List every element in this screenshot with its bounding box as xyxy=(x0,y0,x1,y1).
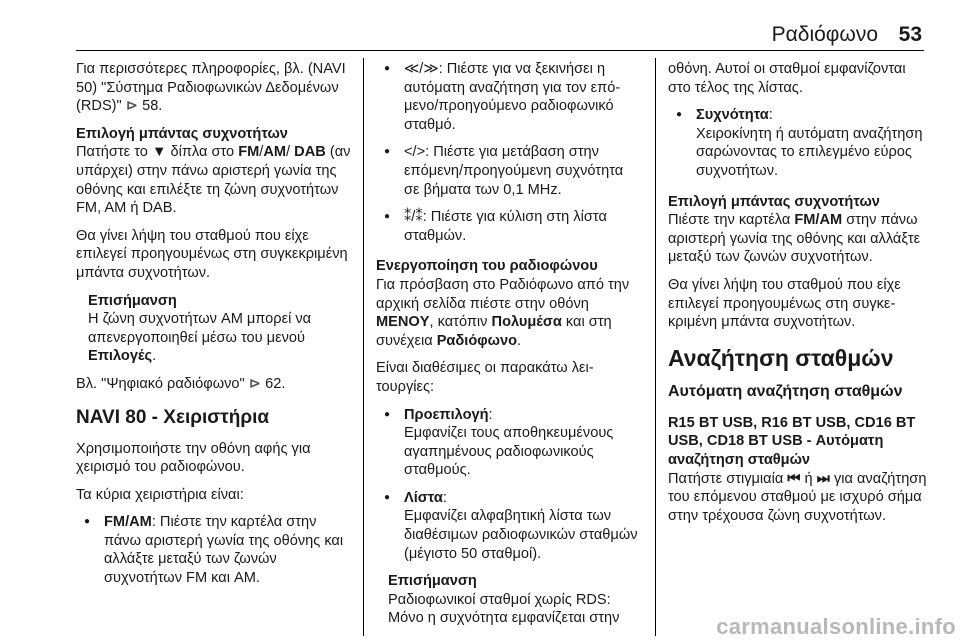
note-am-disable: Επισήμανση Η ζώνη συχνοτήτων AM μπορεί να απενεργοποιηθεί μέσω του μενού Επιλογές. xyxy=(88,292,352,366)
heading-models-auto-search: R15 BT USB, R16 BT USB, CD16 BT USB, CD18 BT USB - Αυτόματη αναζήτηση σταθμών xyxy=(668,414,916,468)
paragraph-auto-search: Πατήστε στιγμιαία ⏮ ή ⏭ για αναζήτηση του επόμενου σταθμού με ισχυρό σήμα στην τρέχουσα ζώνη συχνοτήτων. xyxy=(668,470,927,524)
list-item: ● </>: Πιέστε για μετάβαση στην επόμενη/προηγούμενη συχνότητα σε βήματα των 0,1 MHz. xyxy=(376,143,642,199)
paragraph-band-select: Πατήστε το ▼ δίπλα στο FM/AM/ DAB (αν υπάρχει) στην πάνω αριστερή γωνία της οθόνης και επιλέξτε τη ζώνη συχνοτήτων FM, AM ή DAB. xyxy=(76,144,351,217)
paragraph-more-info: Για περισσότερες πληροφορίες, βλ. (NAVI 50) "Σύστημα Ραδιοφωνικών Δεδομένων (RDS)" ⊳ 58. xyxy=(76,61,346,115)
paragraph-functions: Είναι διαθέσιμες οι παρακάτω λειτουργίες: xyxy=(376,360,594,395)
list-item: ● Προεπιλογή: Εμφανίζει τους αποθηκευμένους αγαπημένους ραδιοφωνικούς σταθμούς. xyxy=(376,406,642,480)
paragraph-continued: οθόνη. Αυτοί οι σταθμοί εμφανίζονται στο τέλος της λίστας. xyxy=(668,61,906,96)
skip-previous-icon: ⏮ xyxy=(787,470,801,487)
scroll-list-icon: ⁑/⁑ xyxy=(404,209,423,226)
paragraph-digital-radio: Βλ. "Ψηφιακό ραδιόφωνο" ⊳ 62. xyxy=(76,375,286,392)
column-middle xyxy=(376,60,642,637)
paragraph-touchscreen: Χρησιμοποιήστε την οθόνη αφής για χειρισμό του ραδιοφώνου. xyxy=(76,440,311,476)
page-ref-arrow-icon: ⊳ xyxy=(125,98,139,115)
triangle-down-icon: ▼ xyxy=(151,144,167,161)
heading-auto-search: Αυτόματη αναζήτηση σταθμών xyxy=(668,382,903,400)
paragraph-receive: Θα γίνει λήψη του σταθμού που είχε επιλεγεί προηγουμένως στη συγκεκριμένη μπάντα συχνοτήτων. xyxy=(668,276,901,331)
list-item: ● Συχνότητα: Χειροκίνητη ή αυτόματη αναζήτηση σαρώνοντας το επιλεγμένο εύρος συχνοτήτων. xyxy=(668,106,932,180)
heading-band-select: Επιλογή μπάντας συχνοτήτων xyxy=(76,125,288,142)
column-divider-left xyxy=(363,58,364,636)
page-ref-arrow-icon: ⊳ xyxy=(248,375,262,392)
heading-station-search: Αναζήτηση σταθμών xyxy=(668,344,894,371)
heading-activate-radio: Ενεργοποίηση του ραδιοφώνου xyxy=(376,258,598,275)
page-ref-link[interactable]: 58. xyxy=(142,98,163,115)
skip-next-icon: ⏭ xyxy=(816,470,830,487)
page-ref-link[interactable]: 62. xyxy=(265,375,286,392)
heading-navi80-controls: NAVI 80 - Χειριστήρια xyxy=(76,406,270,428)
note-title: Επισήμανση xyxy=(88,292,177,309)
list-item: ● ⁑/⁑: Πιέστε για κύλιση στη λίστα σταθμών. xyxy=(376,208,642,245)
note-title: Επισήμανση xyxy=(388,573,477,590)
paragraph-activate: Για πρόσβαση στο Ραδιόφωνο από την αρχική σελίδα πιέστε στην οθόνη MENOY, κατόπιν Πολυμέσα και στη συνέχεια Ραδιόφωνο. xyxy=(376,276,630,349)
step-icon: </> xyxy=(404,144,426,161)
list-item: ● ≪/≫: Πιέστε για να ξεκινήσει η αυτόματη αναζήτηση για τον επόμενο/προηγούμενο ραδιοφωνικό σταθμό. xyxy=(376,60,642,134)
seek-icon: ≪/≫ xyxy=(404,61,439,77)
column-divider-right xyxy=(655,58,656,636)
list-item: ● Λίστα: Εμφανίζει αλφαβητική λίστα των διαθέσιμων ραδιοφωνικών σταθμών (μέγιστο 50 σταθμοί). xyxy=(376,489,642,563)
heading-band-select: Επιλογή μπάντας συχνοτήτων xyxy=(668,193,880,210)
list-item: ● FM/AM: Πιέστε την καρτέλα στην πάνω αριστερή γωνία της οθόνης και αλλάξτε μεταξύ των ζωνών συχνοτήτων FM και AM. xyxy=(76,513,352,587)
note-rds: Επισήμανση Ραδιοφωνικοί σταθμοί χωρίς RDS: Μόνο η συχνότητα εμφανίζεται στην xyxy=(388,572,642,628)
paragraph-band-select: Πιέστε την καρτέλα FM/AM στην πάνω αριστερή γωνία της οθόνης και αλλάξτε μεταξύ των ζωνών συχνοτήτων. xyxy=(668,212,921,266)
watermark: carmanualsonline.info xyxy=(716,614,956,639)
page-title: Ραδιόφωνο xyxy=(771,23,878,46)
page-header xyxy=(0,0,960,52)
header-rule xyxy=(76,50,924,51)
column-left xyxy=(76,60,352,597)
column-right xyxy=(668,60,932,534)
paragraph-main-controls: Τα κύρια χειριστήρια είναι: xyxy=(76,486,244,503)
paragraph-receive: Θα γίνει λήψη του σταθμού που είχε επιλεγεί προηγουμένως στη συγκεκριμένη μπάντα συχνοτήτων. xyxy=(76,227,348,281)
page-number: 53 xyxy=(898,23,922,46)
